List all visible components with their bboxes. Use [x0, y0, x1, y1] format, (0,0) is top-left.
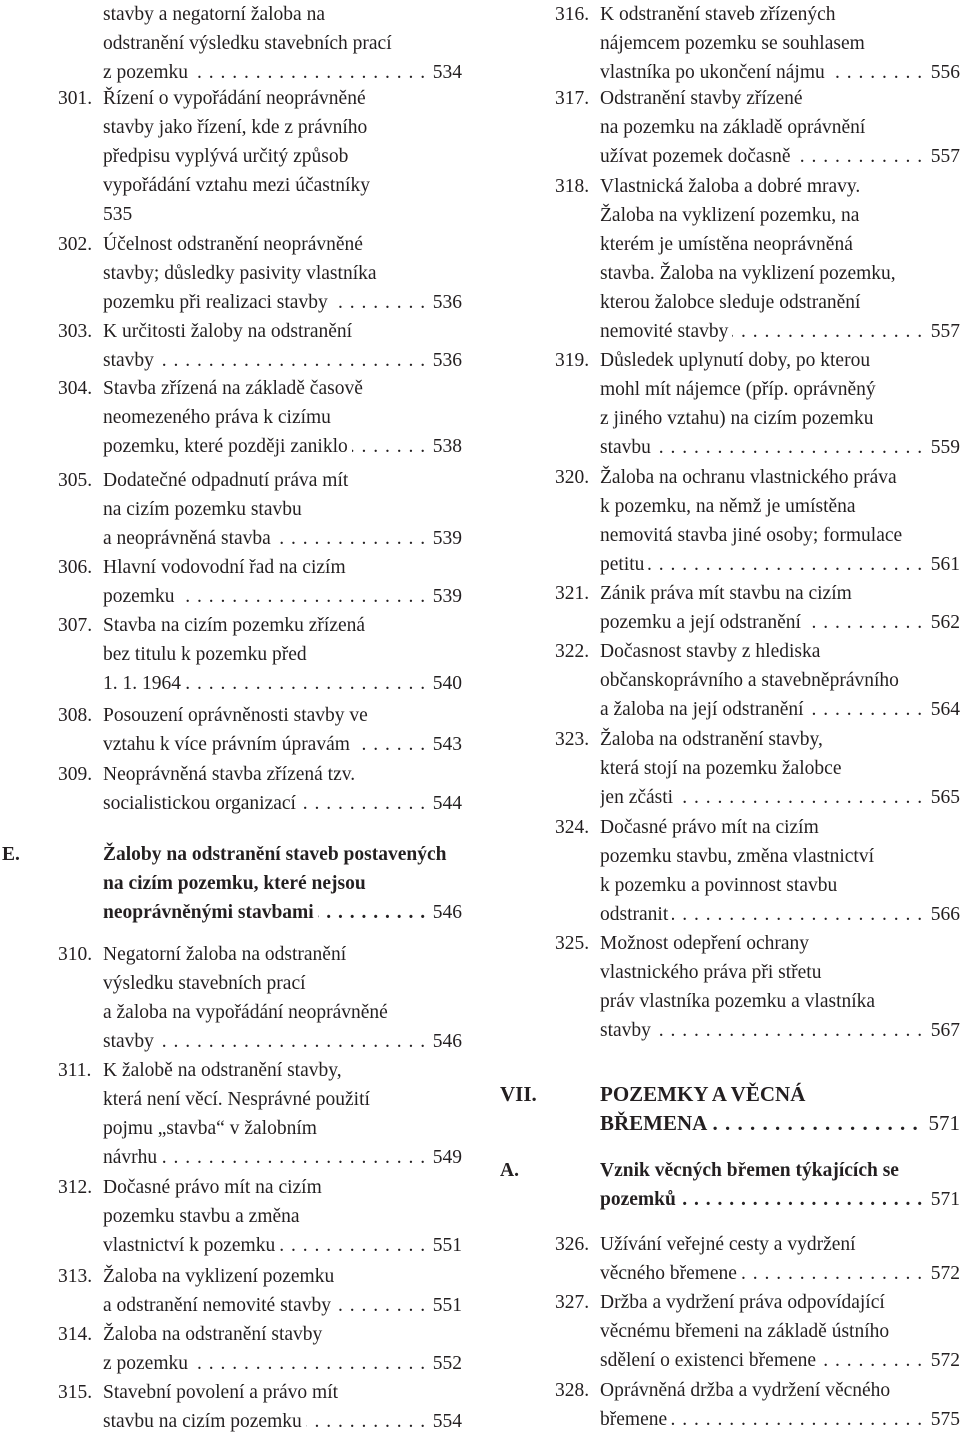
toc-page-number: 539: [427, 524, 462, 553]
toc-page-number: 571: [925, 1185, 960, 1214]
toc-page-number: 551: [427, 1291, 462, 1320]
toc-entry-number: 317.: [555, 88, 590, 109]
toc-entry: [0, 611, 462, 698]
toc-entry-title-line: stavbu na cizím pozemku: [103, 1411, 306, 1432]
toc-entry: [500, 463, 960, 579]
toc-entry-title-line: Možnost odepření ochrany: [600, 933, 813, 954]
toc-entry: [500, 929, 960, 1045]
toc-entry-number: 316.: [555, 4, 590, 25]
toc-page-number: 557: [925, 142, 960, 171]
toc-entry-title-line: POZEMKY A VĚCNÁ: [600, 1082, 809, 1106]
toc-entry-title-line: pozemku: [103, 586, 178, 607]
toc-page-number: 536: [427, 346, 462, 375]
toc-entry-number: 308.: [58, 705, 93, 726]
toc-entry-title-line: a neoprávněná stavba: [103, 528, 275, 549]
toc-entry-number: 319.: [555, 350, 590, 371]
toc-entry-title-line: Posouzení oprávněnosti stavby ve: [103, 705, 372, 726]
toc-entry-title-line: pozemků: [600, 1189, 680, 1210]
toc-entry-title-line: Negatorní žaloba na odstranění: [103, 944, 350, 965]
toc-entry-number: E.: [2, 844, 20, 865]
toc-entry-title-line: pozemku a její odstranění: [600, 612, 805, 633]
toc-entry: [500, 1376, 960, 1434]
toc-page-number: 561: [925, 550, 960, 579]
toc-entry-number: 327.: [555, 1292, 590, 1313]
toc-page-number: 546: [427, 1027, 462, 1056]
toc-entry-title-line: mohl mít nájemce (příp. oprávněný: [600, 379, 880, 400]
toc-entry-title-line: vlastnického práva při střetu: [600, 962, 825, 983]
toc-page-number: 536: [427, 288, 462, 317]
toc-section-heading: [0, 840, 462, 927]
toc-entry-number: 303.: [58, 321, 93, 342]
toc-entry: [0, 940, 462, 1056]
toc-entry-title-line: břemene: [600, 1409, 671, 1430]
toc-entry: [0, 230, 462, 317]
toc-entry-title-line: Dočasnost stavby z hlediska: [600, 641, 824, 662]
toc-entry-title-line: Oprávněná držba a vydržení věcného: [600, 1380, 894, 1401]
toc-entry: [0, 1056, 462, 1172]
toc-page-number: 567: [925, 1016, 960, 1045]
toc-page-number: 575: [925, 1405, 960, 1434]
toc-page-number: 549: [427, 1143, 462, 1172]
toc-entry: [0, 84, 462, 229]
toc-entry-title-line: nemovitá stavba jiné osoby; formulace: [600, 525, 906, 546]
toc-section-heading: [500, 1156, 960, 1214]
toc-entry-title-line: stavby; důsledky pasivity vlastníka: [103, 263, 381, 284]
toc-entry: [0, 374, 462, 461]
toc-entry-title-line: 1. 1. 1964: [103, 673, 185, 694]
toc-entry-number: 321.: [555, 583, 590, 604]
toc-entry-number: 313.: [58, 1266, 93, 1287]
toc-entry-number: 323.: [555, 729, 590, 750]
toc-entry: [500, 1230, 960, 1288]
toc-page-number: 559: [925, 433, 960, 462]
toc-entry-title-line: Vlastnická žaloba a dobré mravy.: [600, 176, 864, 197]
toc-entry-title-line: Účelnost odstranění neoprávněné: [103, 234, 367, 255]
toc-page-number: 546: [427, 898, 462, 927]
toc-entry: [500, 346, 960, 462]
toc-entry-title-line: Hlavní vodovodní řad na cizím: [103, 557, 350, 578]
toc-entry-title-line: občanskoprávního a stavebněprávního: [600, 670, 903, 691]
toc-entry-title-line: na cizím pozemku stavbu: [103, 499, 306, 520]
toc-entry-title-line: nájemcem pozemku se souhlasem: [600, 33, 869, 54]
toc-entry: [0, 553, 462, 611]
toc-entry-title-line: Žaloby na odstranění staveb postavených: [103, 844, 450, 865]
toc-entry-title-line: Žaloba na odstranění stavby,: [600, 729, 827, 750]
toc-entry-title-line: socialistickou organizací: [103, 793, 300, 814]
toc-entry-number: 314.: [58, 1324, 93, 1345]
toc-entry-title-line: předpisu vyplývá určitý způsob: [103, 146, 352, 167]
toc-entry-title-line: BŘEMENA: [600, 1111, 711, 1135]
toc-entry: [500, 579, 960, 637]
toc-entry: [500, 637, 960, 724]
toc-entry-title-line: Žaloba na ochranu vlastnického práva: [600, 467, 901, 488]
toc-page-number: 571: [923, 1109, 960, 1138]
toc-entry: [0, 1262, 462, 1320]
toc-entry-title-line: K určitosti žaloby na odstranění: [103, 321, 356, 342]
toc-entry-number: 305.: [58, 470, 93, 491]
toc-entry: [0, 1378, 462, 1436]
toc-entry: [500, 813, 960, 929]
toc-entry-title-line: k pozemku a povinnost stavbu: [600, 875, 841, 896]
toc-page-number: 540: [427, 669, 462, 698]
toc-entry: [500, 725, 960, 812]
toc-entry-title-line: pozemku, které později zaniklo: [103, 436, 352, 457]
toc-entry-title-line: stavby: [103, 1031, 158, 1052]
toc-entry-number: 307.: [58, 615, 93, 636]
toc-entry-number: 324.: [555, 817, 590, 838]
toc-entry: [500, 1288, 960, 1375]
toc-entry-title-line: Stavba na cizím pozemku zřízená: [103, 615, 369, 636]
toc-entry-number: VII.: [500, 1082, 537, 1106]
toc-entry-title-line: z pozemku: [103, 1353, 192, 1374]
toc-entry-title-line: z jiného vztahu) na cizím pozemku: [600, 408, 877, 429]
toc-entry-title-line: Vznik věcných břemen týkajících se: [600, 1160, 903, 1181]
toc-entry-title-line: vlastníka po ukončení nájmu: [600, 62, 829, 83]
toc-entry-title-line: Neoprávněná stavba zřízená tzv.: [103, 764, 359, 785]
toc-entry-title-line: K žalobě na odstranění stavby,: [103, 1060, 346, 1081]
toc-entry-title-line: a žaloba na vypořádání neoprávněné: [103, 1002, 392, 1023]
toc-entry-title-line: na pozemku na základě oprávnění: [600, 117, 869, 138]
toc-page-number: 572: [925, 1259, 960, 1288]
toc-entry-title-line: pozemku stavbu a změna: [103, 1206, 304, 1227]
toc-page-number: 544: [427, 789, 462, 818]
toc-entry-title-line: stavby jako řízení, kde z právního: [103, 117, 371, 138]
toc-entry-number: 310.: [58, 944, 93, 965]
toc-entry-title-line: Odstranění stavby zřízené: [600, 88, 807, 109]
toc-entry-title-line: kterou žalobce sleduje odstranění: [600, 292, 864, 313]
toc-entry-title-line: Užívání veřejné cesty a vydržení: [600, 1234, 860, 1255]
toc-page-number: 554: [427, 1407, 462, 1436]
toc-page-number: 552: [427, 1349, 462, 1378]
toc-entry: [500, 172, 960, 346]
toc-entry-number: 326.: [555, 1234, 590, 1255]
toc-entry-title-line: Dodatečné odpadnutí práva mít: [103, 470, 352, 491]
toc-entry-title-line: a žaloba na její odstranění: [600, 699, 808, 720]
toc-entry-title-line: stavby: [103, 350, 158, 371]
toc-entry-title-line: věcnému břemeni na základě ústního: [600, 1321, 893, 1342]
toc-entry-title-line: Stavba zřízená na základě časově: [103, 378, 367, 399]
toc-entry-title-line: na cizím pozemku, které nejsou: [103, 873, 370, 894]
toc-entry-title-line: výsledku stavebních prací: [103, 973, 310, 994]
toc-entry-title-line: návrhu: [103, 1147, 161, 1168]
toc-entry-title-line: Žaloba na odstranění stavby: [103, 1324, 326, 1345]
toc-entry-title-line: pozemku stavbu, změna vlastnictví: [600, 846, 878, 867]
toc-entry-title-line: Důsledek uplynutí doby, po kterou: [600, 350, 874, 371]
toc-entry-title-line: užívat pozemek dočasně: [600, 146, 795, 167]
toc-entry: [0, 466, 462, 553]
toc-entry-title-line: věcného břemene: [600, 1263, 741, 1284]
toc-entry-number: 325.: [555, 933, 590, 954]
toc-entry-title-line: vztahu k více právním úpravám: [103, 734, 354, 755]
toc-entry-title-line: kterém je umístěna neoprávněná: [600, 234, 857, 255]
toc-entry-title-line: Řízení o vypořádání neoprávněné: [103, 88, 370, 109]
toc-entry-title-line: Žaloba na vyklizení pozemku, na: [600, 205, 863, 226]
toc-entry: [0, 317, 462, 375]
toc-entry-number: 322.: [555, 641, 590, 662]
toc-entry-title-line: Dočasné právo mít na cizím: [600, 817, 823, 838]
toc-entry: [0, 0, 462, 87]
toc-entry-number: 315.: [58, 1382, 93, 1403]
toc-entry-title-line: a odstranění nemovité stavby: [103, 1295, 335, 1316]
toc-entry-number: 302.: [58, 234, 93, 255]
toc-page-number: 534: [427, 58, 462, 87]
toc-entry-title-line: 535: [103, 204, 136, 225]
toc-entry-title-line: stavby a negatorní žaloba na: [103, 4, 329, 25]
toc-entry-number: 304.: [58, 378, 93, 399]
toc-entry: [0, 760, 462, 818]
toc-entry-title-line: Stavební povolení a právo mít: [103, 1382, 342, 1403]
toc-entry-title-line: pozemku při realizaci stavby: [103, 292, 332, 313]
toc-entry-title-line: nemovité stavby: [600, 321, 732, 342]
toc-entry-title-line: pojmu „stavba“ v žalobním: [103, 1118, 321, 1139]
toc-entry-title-line: jen zčásti: [600, 787, 677, 808]
toc-entry: [0, 701, 462, 759]
toc-entry-title-line: z pozemku: [103, 62, 192, 83]
toc-entry-number: A.: [500, 1160, 519, 1181]
toc-page-number: 538: [427, 432, 462, 461]
toc-entry-title-line: Zánik práva mít stavbu na cizím: [600, 583, 856, 604]
toc-entry-title-line: Držba a vydržení práva odpovídající: [600, 1292, 889, 1313]
toc-page-number: 562: [925, 608, 960, 637]
toc-entry-title-line: stavby: [600, 1020, 655, 1041]
toc-entry-title-line: sdělení o existenci břemene: [600, 1350, 820, 1371]
toc-entry-number: 311.: [58, 1060, 92, 1081]
toc-page-number: 566: [925, 900, 960, 929]
toc-entry-title-line: vlastnictví k pozemku: [103, 1235, 279, 1256]
toc-entry-number: 309.: [58, 764, 93, 785]
toc-page-number: 557: [925, 317, 960, 346]
toc-entry: [0, 1173, 462, 1260]
toc-entry-number: 306.: [58, 557, 93, 578]
toc-entry-title-line: k pozemku, na němž je umístěna: [600, 496, 860, 517]
toc-entry-number: 320.: [555, 467, 590, 488]
toc-entry-title-line: která není věcí. Nesprávné použití: [103, 1089, 374, 1110]
toc-page-number: 556: [925, 58, 960, 87]
toc-page-number: 551: [427, 1231, 462, 1260]
toc-entry-title-line: Dočasné právo mít na cizím: [103, 1177, 326, 1198]
toc-entry-title-line: odstranit: [600, 904, 672, 925]
toc-entry-number: 312.: [58, 1177, 93, 1198]
toc-entry-title-line: vypořádání vztahu mezi účastníky: [103, 175, 374, 196]
toc-entry-number: 301.: [58, 88, 93, 109]
toc-page-number: 565: [925, 783, 960, 812]
toc-page-number: 543: [427, 730, 462, 759]
toc-entry-number: 328.: [555, 1380, 590, 1401]
toc-entry-number: 318.: [555, 176, 590, 197]
toc-entry-title-line: neoprávněnými stavbami: [103, 902, 318, 923]
toc-entry: [0, 1320, 462, 1378]
toc-entry-title-line: stavba. Žaloba na vyklizení pozemku,: [600, 263, 900, 284]
toc-page-number: 564: [925, 695, 960, 724]
toc-section-heading: [500, 1080, 960, 1138]
toc-entry-title-line: bez titulu k pozemku před: [103, 644, 311, 665]
toc-entry-title-line: K odstranění staveb zřízených: [600, 4, 840, 25]
toc-page-number: 572: [925, 1346, 960, 1375]
toc-entry-title-line: práv vlastníka pozemku a vlastníka: [600, 991, 879, 1012]
toc-entry-title-line: Žaloba na vyklizení pozemku: [103, 1266, 338, 1287]
toc-entry-title-line: která stojí na pozemku žalobce: [600, 758, 845, 779]
toc-entry: [500, 84, 960, 171]
toc-entry-title-line: stavbu: [600, 437, 655, 458]
toc-page-number: 539: [427, 582, 462, 611]
toc-entry-title-line: odstranění výsledku stavebních prací: [103, 33, 396, 54]
toc-entry-title-line: petitu: [600, 554, 648, 575]
toc-entry-title-line: neomezeného práva k cizímu: [103, 407, 335, 428]
toc-entry: [500, 0, 960, 87]
